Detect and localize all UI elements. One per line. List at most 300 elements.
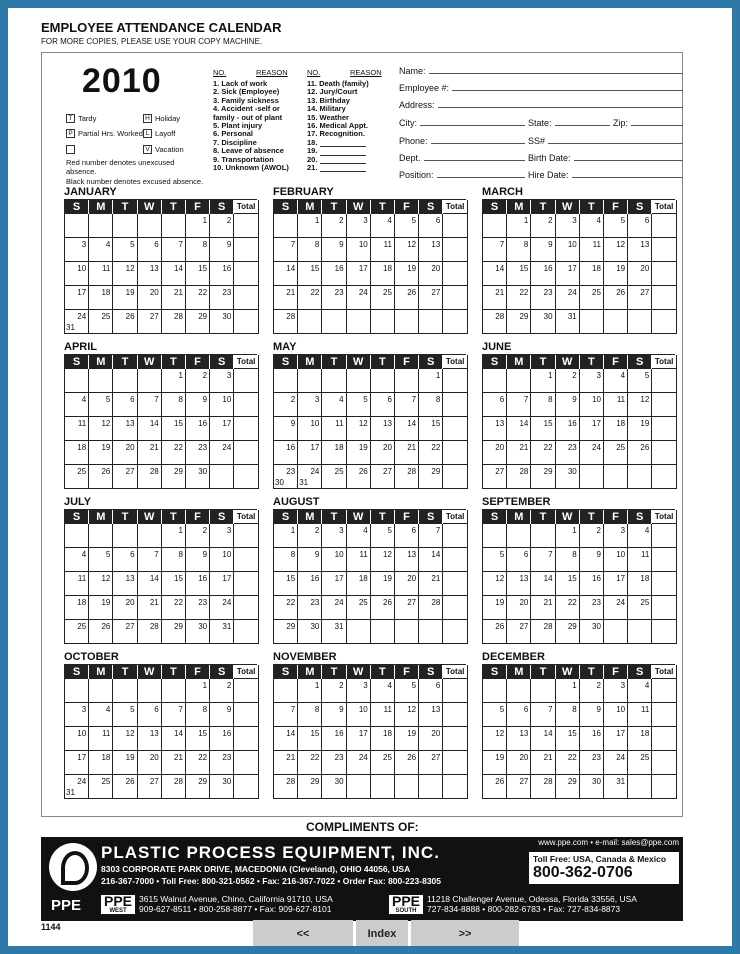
day-cell[interactable]: 30 (210, 775, 234, 799)
day-cell[interactable]: 4 (65, 393, 89, 417)
day-cell[interactable]: 29 (162, 620, 186, 644)
day-cell[interactable]: 24 31 (65, 310, 89, 334)
day-cell[interactable]: 8 (531, 393, 555, 417)
day-cell[interactable]: 21 (419, 572, 443, 596)
day-cell[interactable]: 10 (322, 548, 346, 572)
day-cell[interactable]: 9 (210, 703, 234, 727)
field-hire-date[interactable]: Hire Date: (528, 170, 683, 180)
day-cell[interactable] (138, 524, 162, 548)
day-cell[interactable]: 19 (371, 572, 395, 596)
day-cell[interactable] (395, 369, 419, 393)
day-cell[interactable]: 24 (347, 751, 371, 775)
day-cell[interactable]: 24 (210, 441, 234, 465)
day-cell[interactable]: 2 (186, 524, 210, 548)
week-total-cell[interactable] (443, 369, 468, 393)
day-cell[interactable]: 8 (162, 393, 186, 417)
week-total-cell[interactable] (234, 393, 259, 417)
day-cell[interactable]: 1 (186, 214, 210, 238)
day-cell[interactable]: 1 (162, 369, 186, 393)
day-cell[interactable]: 14 (162, 727, 186, 751)
day-cell[interactable]: 10 (65, 727, 89, 751)
day-cell[interactable]: 14 (138, 417, 162, 441)
day-cell[interactable]: 13 (113, 417, 137, 441)
day-cell[interactable]: 22 (274, 596, 298, 620)
day-cell[interactable]: 11 (371, 238, 395, 262)
day-cell[interactable]: 8 (186, 703, 210, 727)
week-total-cell[interactable] (234, 238, 259, 262)
day-cell[interactable]: 15 (298, 262, 322, 286)
day-cell[interactable]: 2 (322, 679, 346, 703)
day-cell[interactable]: 6 (138, 703, 162, 727)
day-cell[interactable]: 18 (628, 727, 652, 751)
day-cell[interactable]: 15 (531, 417, 555, 441)
day-cell[interactable]: 22 (298, 751, 322, 775)
week-total-cell[interactable] (443, 703, 468, 727)
day-cell[interactable]: 26 (347, 465, 371, 489)
day-cell[interactable]: 2 (298, 524, 322, 548)
day-cell[interactable]: 14 (274, 727, 298, 751)
day-cell[interactable]: 2 (556, 369, 580, 393)
day-cell[interactable]: 11 (65, 417, 89, 441)
day-cell[interactable]: 21 (507, 441, 531, 465)
day-cell[interactable] (371, 775, 395, 799)
day-cell[interactable]: 17 (347, 262, 371, 286)
prev-button[interactable]: << (253, 920, 353, 946)
day-cell[interactable]: 29 (507, 310, 531, 334)
day-cell[interactable] (89, 679, 113, 703)
day-cell[interactable]: 14 (138, 572, 162, 596)
day-cell[interactable]: 18 (347, 572, 371, 596)
day-cell[interactable] (89, 214, 113, 238)
day-cell[interactable]: 21 (274, 286, 298, 310)
week-total-cell[interactable] (234, 679, 259, 703)
day-cell[interactable]: 21 (483, 286, 507, 310)
day-cell[interactable]: 6 (483, 393, 507, 417)
day-cell[interactable]: 9 (580, 548, 604, 572)
day-cell[interactable]: 12 (113, 262, 137, 286)
day-cell[interactable]: 19 (628, 417, 652, 441)
day-cell[interactable]: 19 (395, 727, 419, 751)
day-cell[interactable]: 25 (371, 286, 395, 310)
day-cell[interactable]: 15 (162, 572, 186, 596)
day-cell[interactable]: 2 (580, 679, 604, 703)
day-cell[interactable]: 5 (113, 703, 137, 727)
day-cell[interactable] (507, 679, 531, 703)
day-cell[interactable]: 13 (419, 238, 443, 262)
day-cell[interactable] (507, 369, 531, 393)
week-total-cell[interactable] (652, 465, 677, 489)
day-cell[interactable]: 2 (322, 214, 346, 238)
day-cell[interactable]: 7 (274, 238, 298, 262)
day-cell[interactable]: 26 (604, 286, 628, 310)
day-cell[interactable]: 19 (604, 262, 628, 286)
day-cell[interactable]: 13 (395, 548, 419, 572)
week-total-cell[interactable] (234, 727, 259, 751)
day-cell[interactable] (483, 679, 507, 703)
day-cell[interactable]: 3 (347, 214, 371, 238)
day-cell[interactable] (395, 620, 419, 644)
day-cell[interactable]: 11 (89, 262, 113, 286)
day-cell[interactable]: 7 (531, 548, 555, 572)
week-total-cell[interactable] (652, 310, 677, 334)
week-total-cell[interactable] (234, 417, 259, 441)
week-total-cell[interactable] (443, 393, 468, 417)
week-total-cell[interactable] (652, 369, 677, 393)
day-cell[interactable] (371, 310, 395, 334)
field-position[interactable]: Position: (399, 170, 525, 180)
day-cell[interactable]: 23 (556, 441, 580, 465)
day-cell[interactable]: 29 (298, 775, 322, 799)
week-total-cell[interactable] (234, 262, 259, 286)
day-cell[interactable]: 20 (419, 262, 443, 286)
day-cell[interactable]: 3 (210, 524, 234, 548)
day-cell[interactable]: 24 31 (298, 465, 322, 489)
day-cell[interactable]: 27 (628, 286, 652, 310)
day-cell[interactable]: 25 (628, 751, 652, 775)
day-cell[interactable] (419, 775, 443, 799)
day-cell[interactable]: 16 (274, 441, 298, 465)
day-cell[interactable]: 17 (556, 262, 580, 286)
day-cell[interactable]: 12 (89, 572, 113, 596)
week-total-cell[interactable] (443, 310, 468, 334)
day-cell[interactable]: 28 (162, 310, 186, 334)
day-cell[interactable]: 24 (604, 751, 628, 775)
week-total-cell[interactable] (652, 596, 677, 620)
day-cell[interactable]: 30 (322, 775, 346, 799)
day-cell[interactable]: 21 (138, 596, 162, 620)
day-cell[interactable]: 31 (556, 310, 580, 334)
day-cell[interactable]: 3 (347, 679, 371, 703)
day-cell[interactable] (65, 679, 89, 703)
day-cell[interactable]: 9 (556, 393, 580, 417)
day-cell[interactable]: 27 (371, 465, 395, 489)
day-cell[interactable]: 30 (298, 620, 322, 644)
day-cell[interactable]: 20 (507, 751, 531, 775)
day-cell[interactable]: 3 (65, 703, 89, 727)
day-cell[interactable]: 26 (89, 620, 113, 644)
week-total-cell[interactable] (652, 703, 677, 727)
day-cell[interactable]: 19 (113, 286, 137, 310)
week-total-cell[interactable] (234, 620, 259, 644)
day-cell[interactable]: 10 (604, 548, 628, 572)
day-cell[interactable]: 24 (604, 596, 628, 620)
day-cell[interactable]: 10 (556, 238, 580, 262)
day-cell[interactable]: 25 (347, 596, 371, 620)
week-total-cell[interactable] (234, 369, 259, 393)
day-cell[interactable] (580, 465, 604, 489)
day-cell[interactable]: 13 (483, 417, 507, 441)
day-cell[interactable]: 11 (347, 548, 371, 572)
day-cell[interactable] (274, 214, 298, 238)
day-cell[interactable]: 21 (531, 751, 555, 775)
day-cell[interactable]: 5 (483, 703, 507, 727)
day-cell[interactable]: 9 (186, 548, 210, 572)
day-cell[interactable]: 9 (186, 393, 210, 417)
day-cell[interactable]: 7 (138, 393, 162, 417)
day-cell[interactable]: 26 (89, 465, 113, 489)
day-cell[interactable]: 7 (419, 524, 443, 548)
day-cell[interactable]: 15 (298, 727, 322, 751)
day-cell[interactable]: 14 (162, 262, 186, 286)
day-cell[interactable]: 24 (347, 286, 371, 310)
day-cell[interactable] (162, 679, 186, 703)
day-cell[interactable] (138, 369, 162, 393)
day-cell[interactable]: 23 (531, 286, 555, 310)
day-cell[interactable]: 18 (371, 262, 395, 286)
day-cell[interactable]: 20 (483, 441, 507, 465)
day-cell[interactable]: 14 (531, 727, 555, 751)
day-cell[interactable] (347, 620, 371, 644)
day-cell[interactable]: 29 (274, 620, 298, 644)
day-cell[interactable]: 16 (556, 417, 580, 441)
day-cell[interactable]: 29 (186, 310, 210, 334)
day-cell[interactable]: 7 (483, 238, 507, 262)
week-total-cell[interactable] (652, 417, 677, 441)
day-cell[interactable]: 18 (89, 286, 113, 310)
week-total-cell[interactable] (652, 393, 677, 417)
day-cell[interactable]: 23 (580, 596, 604, 620)
field-zip[interactable]: Zip: (613, 118, 683, 128)
day-cell[interactable]: 9 (274, 417, 298, 441)
day-cell[interactable]: 9 (322, 238, 346, 262)
day-cell[interactable]: 23 30 (274, 465, 298, 489)
day-cell[interactable] (419, 310, 443, 334)
index-button[interactable]: Index (356, 920, 408, 946)
day-cell[interactable] (65, 369, 89, 393)
day-cell[interactable]: 23 (322, 751, 346, 775)
week-total-cell[interactable] (234, 286, 259, 310)
day-cell[interactable] (419, 620, 443, 644)
day-cell[interactable]: 4 (371, 679, 395, 703)
day-cell[interactable]: 25 (580, 286, 604, 310)
day-cell[interactable]: 18 (65, 441, 89, 465)
day-cell[interactable] (628, 310, 652, 334)
day-cell[interactable]: 8 (556, 548, 580, 572)
field-state[interactable]: State: (528, 118, 610, 128)
week-total-cell[interactable] (443, 679, 468, 703)
day-cell[interactable]: 30 (186, 620, 210, 644)
day-cell[interactable]: 22 (507, 286, 531, 310)
day-cell[interactable]: 12 (483, 572, 507, 596)
day-cell[interactable]: 11 (604, 393, 628, 417)
day-cell[interactable] (347, 775, 371, 799)
day-cell[interactable]: 5 (604, 214, 628, 238)
day-cell[interactable] (210, 465, 234, 489)
week-total-cell[interactable] (443, 441, 468, 465)
day-cell[interactable]: 10 (604, 703, 628, 727)
day-cell[interactable]: 3 (604, 679, 628, 703)
day-cell[interactable]: 22 (186, 286, 210, 310)
day-cell[interactable]: 2 (531, 214, 555, 238)
day-cell[interactable]: 29 (186, 775, 210, 799)
day-cell[interactable] (113, 524, 137, 548)
day-cell[interactable]: 3 (298, 393, 322, 417)
day-cell[interactable]: 11 (65, 572, 89, 596)
day-cell[interactable]: 8 (298, 703, 322, 727)
day-cell[interactable]: 7 (531, 703, 555, 727)
day-cell[interactable]: 18 (89, 751, 113, 775)
day-cell[interactable]: 27 (419, 286, 443, 310)
day-cell[interactable] (113, 679, 137, 703)
day-cell[interactable]: 19 (395, 262, 419, 286)
day-cell[interactable] (628, 465, 652, 489)
day-cell[interactable]: 7 (507, 393, 531, 417)
day-cell[interactable] (507, 524, 531, 548)
week-total-cell[interactable] (652, 775, 677, 799)
day-cell[interactable]: 20 (113, 596, 137, 620)
day-cell[interactable]: 16 (186, 417, 210, 441)
day-cell[interactable]: 14 (483, 262, 507, 286)
week-total-cell[interactable] (652, 620, 677, 644)
day-cell[interactable]: 24 (556, 286, 580, 310)
day-cell[interactable]: 11 (580, 238, 604, 262)
day-cell[interactable]: 21 (274, 751, 298, 775)
day-cell[interactable] (531, 524, 555, 548)
day-cell[interactable]: 26 (113, 775, 137, 799)
day-cell[interactable]: 25 (628, 596, 652, 620)
day-cell[interactable]: 2 (186, 369, 210, 393)
day-cell[interactable]: 8 (298, 238, 322, 262)
day-cell[interactable]: 8 (507, 238, 531, 262)
day-cell[interactable]: 6 (138, 238, 162, 262)
day-cell[interactable]: 17 (604, 727, 628, 751)
day-cell[interactable]: 5 (347, 393, 371, 417)
field-dept[interactable]: Dept. (399, 153, 525, 163)
week-total-cell[interactable] (234, 548, 259, 572)
day-cell[interactable]: 20 (113, 441, 137, 465)
day-cell[interactable] (113, 214, 137, 238)
day-cell[interactable]: 25 (65, 620, 89, 644)
day-cell[interactable]: 6 (419, 679, 443, 703)
day-cell[interactable]: 12 (347, 417, 371, 441)
day-cell[interactable]: 12 (628, 393, 652, 417)
day-cell[interactable]: 21 (162, 286, 186, 310)
day-cell[interactable]: 17 (65, 751, 89, 775)
week-total-cell[interactable] (652, 679, 677, 703)
day-cell[interactable]: 22 (556, 596, 580, 620)
day-cell[interactable]: 1 (274, 524, 298, 548)
week-total-cell[interactable] (652, 524, 677, 548)
day-cell[interactable]: 17 (604, 572, 628, 596)
day-cell[interactable]: 18 (580, 262, 604, 286)
day-cell[interactable]: 26 (395, 751, 419, 775)
day-cell[interactable]: 20 (138, 286, 162, 310)
day-cell[interactable]: 27 (507, 620, 531, 644)
day-cell[interactable]: 30 (210, 310, 234, 334)
day-cell[interactable]: 24 (210, 596, 234, 620)
week-total-cell[interactable] (443, 751, 468, 775)
day-cell[interactable] (604, 620, 628, 644)
day-cell[interactable] (604, 465, 628, 489)
day-cell[interactable]: 19 (483, 596, 507, 620)
week-total-cell[interactable] (443, 775, 468, 799)
day-cell[interactable]: 17 (210, 572, 234, 596)
day-cell[interactable]: 16 (322, 262, 346, 286)
day-cell[interactable]: 9 (580, 703, 604, 727)
day-cell[interactable]: 17 (580, 417, 604, 441)
day-cell[interactable]: 12 (89, 417, 113, 441)
day-cell[interactable]: 25 (89, 775, 113, 799)
week-total-cell[interactable] (234, 524, 259, 548)
day-cell[interactable]: 6 (395, 524, 419, 548)
day-cell[interactable]: 28 (507, 465, 531, 489)
day-cell[interactable]: 6 (113, 548, 137, 572)
day-cell[interactable]: 5 (371, 524, 395, 548)
day-cell[interactable]: 15 (556, 727, 580, 751)
day-cell[interactable]: 10 (347, 238, 371, 262)
week-total-cell[interactable] (443, 286, 468, 310)
day-cell[interactable]: 30 (186, 465, 210, 489)
day-cell[interactable] (138, 214, 162, 238)
day-cell[interactable] (113, 369, 137, 393)
day-cell[interactable]: 13 (507, 727, 531, 751)
week-total-cell[interactable] (443, 262, 468, 286)
day-cell[interactable]: 23 (210, 286, 234, 310)
day-cell[interactable]: 6 (113, 393, 137, 417)
day-cell[interactable]: 7 (138, 548, 162, 572)
day-cell[interactable]: 19 (483, 751, 507, 775)
day-cell[interactable]: 14 (419, 548, 443, 572)
day-cell[interactable]: 5 (113, 238, 137, 262)
day-cell[interactable]: 13 (138, 262, 162, 286)
day-cell[interactable]: 5 (89, 393, 113, 417)
day-cell[interactable]: 4 (322, 393, 346, 417)
day-cell[interactable]: 27 (113, 620, 137, 644)
day-cell[interactable] (65, 214, 89, 238)
day-cell[interactable] (395, 775, 419, 799)
day-cell[interactable]: 20 (628, 262, 652, 286)
day-cell[interactable] (322, 369, 346, 393)
day-cell[interactable]: 10 (580, 393, 604, 417)
day-cell[interactable]: 2 (580, 524, 604, 548)
week-total-cell[interactable] (234, 572, 259, 596)
week-total-cell[interactable] (234, 310, 259, 334)
day-cell[interactable]: 18 (322, 441, 346, 465)
day-cell[interactable]: 28 (138, 620, 162, 644)
day-cell[interactable]: 9 (210, 238, 234, 262)
day-cell[interactable]: 10 (298, 417, 322, 441)
day-cell[interactable]: 4 (371, 214, 395, 238)
day-cell[interactable]: 27 (138, 775, 162, 799)
field-name[interactable]: Name: (399, 66, 683, 76)
day-cell[interactable]: 17 (322, 572, 346, 596)
day-cell[interactable]: 4 (89, 703, 113, 727)
day-cell[interactable]: 20 (507, 596, 531, 620)
day-cell[interactable]: 2 (274, 393, 298, 417)
day-cell[interactable]: 12 (113, 727, 137, 751)
day-cell[interactable]: 16 (580, 572, 604, 596)
day-cell[interactable]: 29 (162, 465, 186, 489)
day-cell[interactable]: 16 (580, 727, 604, 751)
day-cell[interactable]: 19 (89, 441, 113, 465)
day-cell[interactable]: 10 (210, 393, 234, 417)
day-cell[interactable]: 22 (556, 751, 580, 775)
day-cell[interactable]: 9 (322, 703, 346, 727)
day-cell[interactable]: 13 (419, 703, 443, 727)
day-cell[interactable]: 4 (89, 238, 113, 262)
day-cell[interactable]: 25 (604, 441, 628, 465)
day-cell[interactable] (89, 524, 113, 548)
day-cell[interactable]: 21 (531, 596, 555, 620)
day-cell[interactable]: 23 (186, 441, 210, 465)
day-cell[interactable]: 8 (274, 548, 298, 572)
day-cell[interactable]: 14 (274, 262, 298, 286)
day-cell[interactable]: 4 (580, 214, 604, 238)
day-cell[interactable]: 27 (419, 751, 443, 775)
day-cell[interactable] (322, 310, 346, 334)
day-cell[interactable]: 14 (507, 417, 531, 441)
day-cell[interactable]: 25 (65, 465, 89, 489)
